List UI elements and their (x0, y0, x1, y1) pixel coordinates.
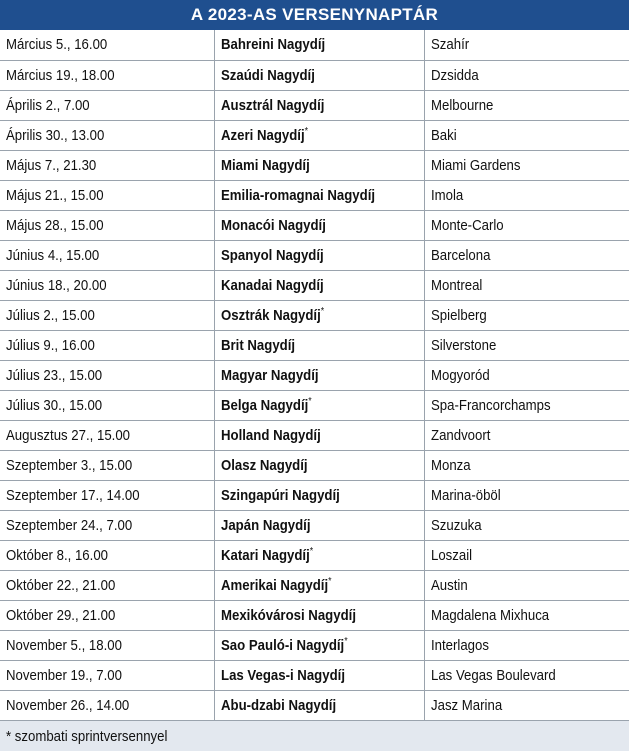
race-date-text: Május 7., 21.30 (6, 156, 97, 174)
race-name-text: Sao Pauló-i Nagydíj (220, 637, 344, 654)
race-name-text: Abu-dzabi Nagydíj (220, 696, 336, 714)
race-date (0, 510, 214, 540)
race-date-text: Július 9., 16.00 (6, 336, 95, 354)
race-date (0, 210, 214, 240)
table-row (0, 120, 629, 150)
race-name (214, 330, 424, 360)
race-name (214, 600, 424, 630)
table-row (0, 690, 629, 720)
race-date (0, 60, 214, 90)
table-row (0, 180, 629, 210)
race-name (214, 450, 424, 480)
sprint-marker: * (320, 306, 324, 317)
race-name-text: Olasz Nagydíj (220, 456, 308, 474)
table-row (0, 300, 629, 330)
race-date-text: Április 2., 7.00 (6, 96, 90, 114)
race-date-text: November 26., 14.00 (6, 696, 130, 714)
race-location-text: Silverstone (430, 336, 496, 354)
race-date-text: November 19., 7.00 (6, 666, 122, 684)
race-name (214, 30, 424, 60)
race-name (214, 120, 424, 150)
race-location-text: Spielberg (430, 306, 487, 324)
table-row (0, 90, 629, 120)
table-row (0, 600, 629, 630)
race-location-text: Spa-Francorchamps (430, 396, 551, 414)
race-date (0, 450, 214, 480)
sprint-marker: * (304, 126, 308, 137)
race-date-text: Július 2., 15.00 (6, 306, 95, 324)
race-name (214, 210, 424, 240)
race-date-text: Március 5., 16.00 (6, 36, 108, 54)
table-row (0, 60, 629, 90)
race-name-text: Magyar Nagydíj (220, 366, 319, 384)
table-row (0, 450, 629, 480)
race-location (424, 240, 629, 270)
race-location-text: Magdalena Mixhuca (430, 606, 549, 624)
race-location-text: Monza (430, 456, 471, 474)
race-name-text: Szaúdi Nagydíj (220, 66, 315, 84)
race-date (0, 30, 214, 60)
race-date (0, 390, 214, 420)
race-date-text: Október 22., 21.00 (6, 576, 116, 594)
race-name-text: Azeri Nagydíj (220, 127, 305, 144)
race-name (214, 180, 424, 210)
race-date (0, 330, 214, 360)
race-date (0, 600, 214, 630)
race-name-text: Osztrák Nagydíj (220, 307, 321, 324)
race-date (0, 90, 214, 120)
race-name (214, 270, 424, 300)
calendar-table (0, 30, 629, 721)
race-date-text: Július 23., 15.00 (6, 366, 103, 384)
race-name-text: Brit Nagydíj (220, 336, 295, 354)
table-row (0, 330, 629, 360)
table-row (0, 570, 629, 600)
race-date-text: Szeptember 3., 15.00 (6, 456, 133, 474)
race-name (214, 240, 424, 270)
race-name (214, 60, 424, 90)
race-date (0, 270, 214, 300)
race-location-text: Miami Gardens (430, 156, 520, 174)
race-date-text: Szeptember 24., 7.00 (6, 516, 133, 534)
race-name-text: Holland Nagydíj (220, 426, 321, 444)
race-date-text: Július 30., 15.00 (6, 396, 103, 414)
race-date-text: November 5., 18.00 (6, 636, 122, 654)
table-row (0, 270, 629, 300)
race-date (0, 150, 214, 180)
race-location (424, 180, 629, 210)
race-name-text: Miami Nagydíj (220, 156, 310, 174)
sprint-marker: * (307, 396, 312, 407)
race-date (0, 660, 214, 690)
race-location-text: Austin (430, 576, 468, 594)
race-location (424, 510, 629, 540)
race-location-text: Baki (430, 126, 457, 144)
race-date (0, 540, 214, 570)
table-row (0, 480, 629, 510)
table-row (0, 240, 629, 270)
race-name-text: Belga Nagydíj (220, 397, 308, 414)
race-name-text: Bahreini Nagydíj (220, 36, 325, 54)
calendar-title: A 2023-AS VERSENYNAPTÁR (0, 0, 629, 30)
table-row (0, 540, 629, 570)
race-location (424, 360, 629, 390)
race-location (424, 210, 629, 240)
race-location-text: Montreal (430, 276, 482, 294)
sprint-marker: * (327, 576, 332, 587)
race-name (214, 510, 424, 540)
race-name-text: Szingapúri Nagydíj (220, 486, 340, 504)
race-name (214, 480, 424, 510)
race-name (214, 570, 424, 600)
table-row (0, 360, 629, 390)
race-name-text: Japán Nagydíj (220, 516, 310, 534)
race-date-text: Október 8., 16.00 (6, 546, 108, 564)
race-date (0, 420, 214, 450)
race-date-text: Március 19., 18.00 (6, 66, 115, 84)
table-row (0, 420, 629, 450)
race-date-text: Június 4., 15.00 (6, 246, 100, 264)
sprint-marker: * (343, 636, 348, 647)
race-location-text: Szuzuka (430, 516, 482, 534)
race-name (214, 420, 424, 450)
race-date (0, 570, 214, 600)
table-row (0, 390, 629, 420)
race-location-text: Mogyoród (430, 366, 490, 384)
race-name (214, 300, 424, 330)
race-location (424, 420, 629, 450)
race-date (0, 630, 214, 660)
race-location-text: Szahír (430, 36, 469, 54)
race-name (214, 360, 424, 390)
race-date-text: Május 21., 15.00 (6, 186, 104, 204)
race-date (0, 300, 214, 330)
race-name (214, 150, 424, 180)
race-location (424, 570, 629, 600)
race-location (424, 30, 629, 60)
race-location-text: Barcelona (430, 246, 490, 264)
sprint-marker: * (309, 546, 313, 557)
race-name-text: Monacói Nagydíj (220, 216, 326, 234)
table-row (0, 150, 629, 180)
race-date-text: Május 28., 15.00 (6, 216, 104, 234)
race-location (424, 660, 629, 690)
race-name-text: Las Vegas-i Nagydíj (220, 666, 345, 684)
calendar-body (0, 30, 629, 720)
table-row (0, 510, 629, 540)
race-location (424, 480, 629, 510)
race-location (424, 450, 629, 480)
race-location-text: Monte-Carlo (430, 216, 504, 234)
race-date (0, 180, 214, 210)
race-date (0, 120, 214, 150)
race-location-text: Marina-öböl (430, 486, 501, 504)
race-location (424, 630, 629, 660)
race-date (0, 690, 214, 720)
race-location-text: Zandvoort (430, 426, 490, 444)
race-location-text: Interlagos (430, 636, 489, 654)
race-name (214, 690, 424, 720)
race-location (424, 150, 629, 180)
race-location (424, 390, 629, 420)
race-name (214, 630, 424, 660)
table-row (0, 630, 629, 660)
race-location (424, 330, 629, 360)
race-date-text: Szeptember 17., 14.00 (6, 486, 140, 504)
race-name-text: Mexikóvárosi Nagydíj (220, 606, 356, 624)
race-location-text: Dzsidda (430, 66, 479, 84)
race-location (424, 60, 629, 90)
race-date (0, 240, 214, 270)
race-name-text: Emilia-romagnai Nagydíj (220, 186, 375, 204)
footnote-text: * szombati sprintversennyel (6, 727, 168, 745)
footnote (0, 720, 629, 751)
race-location-text: Melbourne (430, 96, 493, 114)
race-date-text: Október 29., 21.00 (6, 606, 116, 624)
race-name-text: Amerikai Nagydíj (220, 577, 328, 594)
race-location-text: Jasz Marina (430, 696, 502, 714)
race-name-text: Spanyol Nagydíj (220, 246, 324, 264)
race-location (424, 690, 629, 720)
race-location-text: Imola (430, 186, 463, 204)
race-name (214, 540, 424, 570)
race-name-text: Katari Nagydíj (220, 547, 310, 564)
race-location-text: Loszail (430, 546, 472, 564)
race-name (214, 90, 424, 120)
race-date-text: Április 30., 13.00 (6, 126, 105, 144)
table-row (0, 660, 629, 690)
race-location (424, 270, 629, 300)
race-name (214, 660, 424, 690)
race-location-text: Las Vegas Boulevard (430, 666, 556, 684)
race-date (0, 480, 214, 510)
race-location (424, 540, 629, 570)
race-name-text: Ausztrál Nagydíj (220, 96, 324, 114)
race-location (424, 120, 629, 150)
table-row (0, 210, 629, 240)
race-date-text: Augusztus 27., 15.00 (6, 426, 131, 444)
race-name-text: Kanadai Nagydíj (220, 276, 324, 294)
race-location (424, 600, 629, 630)
race-name (214, 390, 424, 420)
race-location (424, 90, 629, 120)
race-date-text: Június 18., 20.00 (6, 276, 107, 294)
table-row (0, 30, 629, 60)
race-date (0, 360, 214, 390)
race-location (424, 300, 629, 330)
